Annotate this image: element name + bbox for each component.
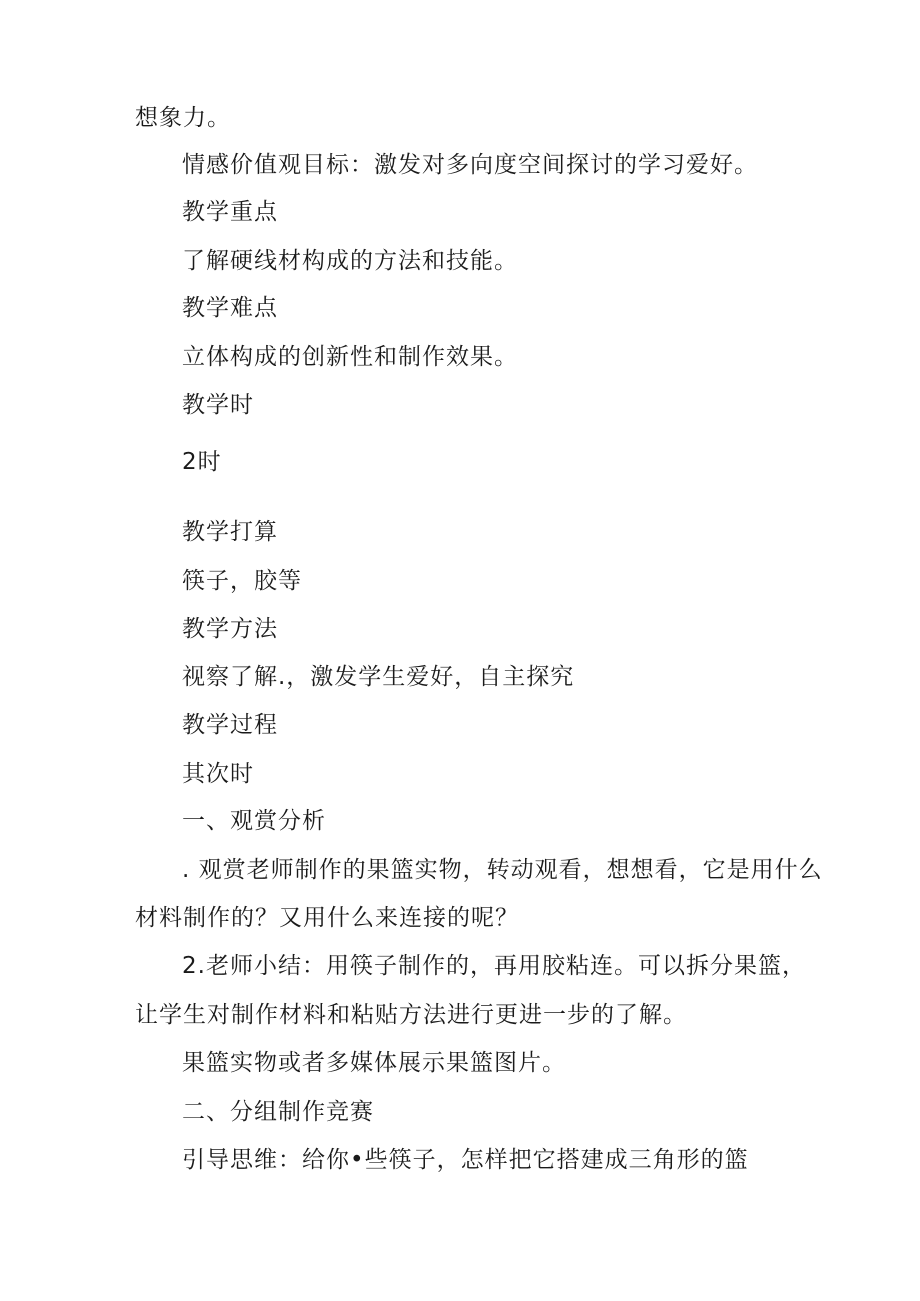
section-heading: 教学打算 [182, 519, 278, 545]
section-heading: 教学重点 [182, 199, 278, 225]
text-line: 2.老师小结：用筷子制作的，再用胶粘连。可以拆分果篮， [182, 953, 806, 979]
text-line: 果篮实物或者多媒体展示果篮图片。 [182, 1050, 566, 1076]
text-line: 材料制作的？又用什么来连接的呢？ [135, 905, 519, 931]
section-heading: 教学方法 [182, 616, 278, 642]
section-heading: 二、分组制作竞赛 [182, 1099, 374, 1125]
text-line: 想象力。 [135, 105, 231, 131]
section-heading: 教学过程 [182, 712, 278, 738]
section-heading: 一、观赏分析 [182, 808, 326, 834]
text-line: 其次时 [182, 761, 254, 787]
text-line: . 观赏老师制作的果篮实物，转动观看，想想看，它是用什么 [182, 857, 823, 883]
text-line: 情感价值观目标：激发对多向度空间探讨的学习爱好。 [182, 152, 758, 178]
text-line: 了解硬线材构成的方法和技能。 [182, 248, 518, 274]
text-line: 视察了解.，激发学生爱好，自主探究 [182, 664, 575, 690]
text-line: 引导思维：给你•些筷子，怎样把它搭建成三角形的篮 [182, 1147, 749, 1173]
text-line: 2时 [182, 449, 222, 475]
section-heading: 教学时 [182, 392, 254, 418]
text-line: 让学生对制作材料和粘贴方法进行更进一步的了解。 [135, 1002, 687, 1028]
text-line: 筷子，胶等 [182, 568, 302, 594]
text-line: 立体构成的创新性和制作效果。 [182, 344, 518, 370]
section-heading: 教学难点 [182, 295, 278, 321]
